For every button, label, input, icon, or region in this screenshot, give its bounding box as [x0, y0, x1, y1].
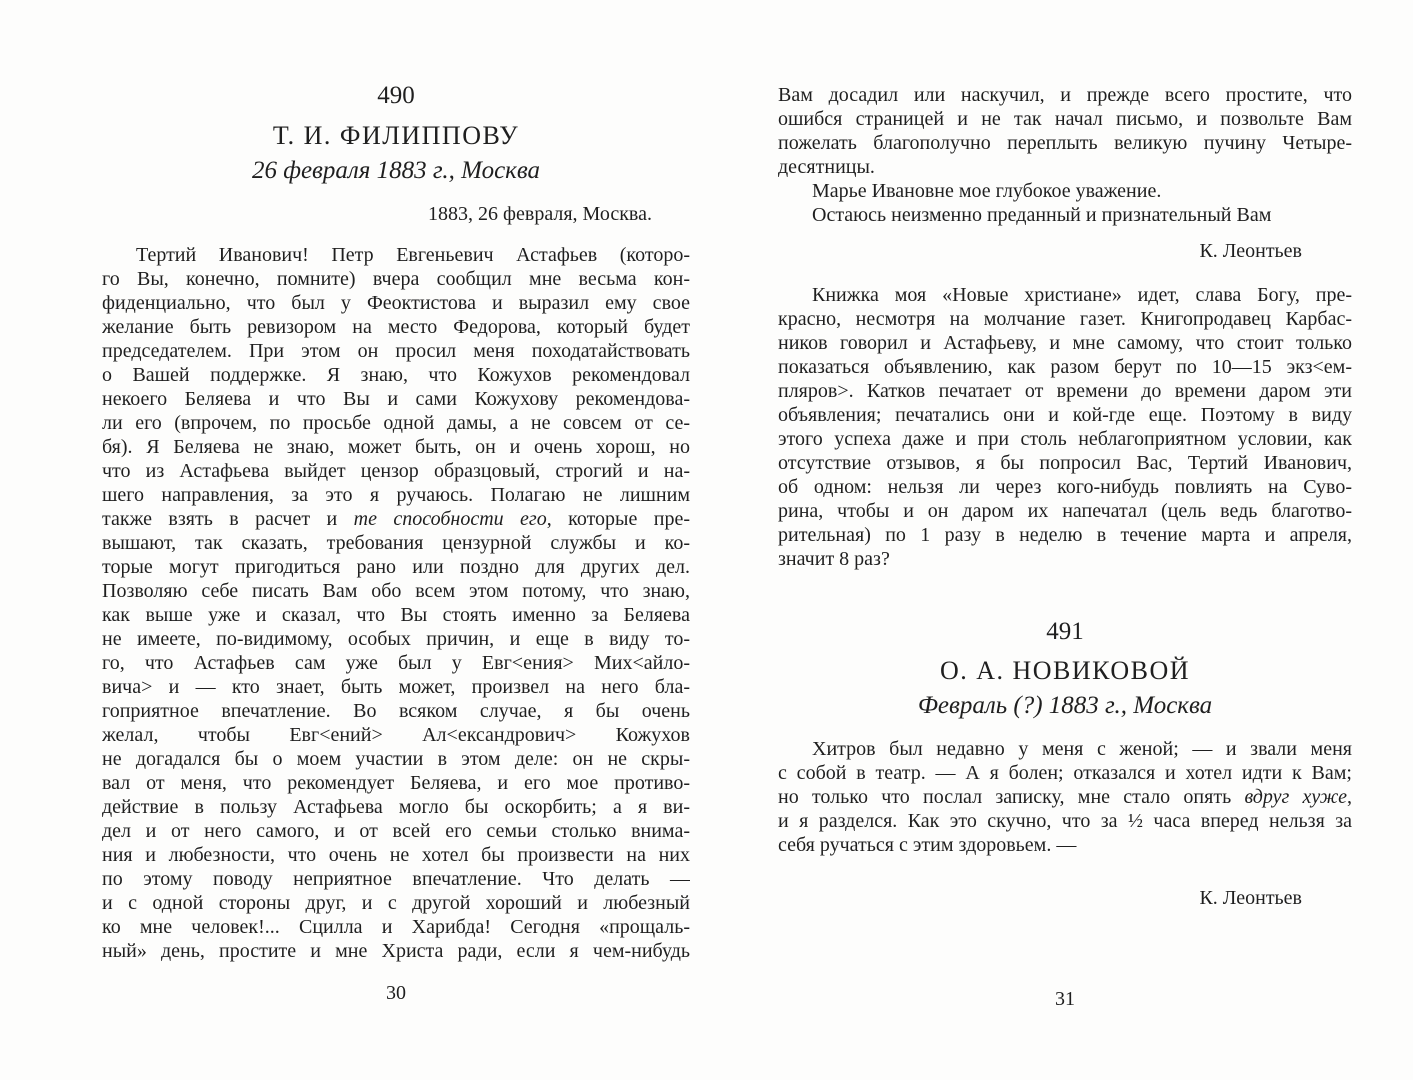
text-line: дел и от него самого, и от всей его семьи столько внима-	[102, 820, 690, 842]
page-number-right: 31	[1055, 988, 1075, 1010]
text-line: го, что Астафьев сам уже был у Евг<ения> Мих<айло-	[102, 652, 690, 674]
text-line: ли его (впрочем, по просьбе одной дамы, а не совсем от се-	[102, 412, 690, 434]
text-line: рительная) по 1 разу в неделю в течение марта и апреля,	[778, 524, 1352, 546]
letter-postscript-text	[778, 283, 1352, 571]
text-line: о Вашей поддержке. Я знаю, что Кожухов рекомендовал	[102, 364, 690, 386]
text-line: по этому поводу неприятное впечатление. Что делать —	[102, 868, 690, 890]
text-line: себя ручаться с этим здоровьем. —	[778, 834, 1077, 856]
letter-dateline: 1883, 26 февраля, Москва.	[428, 203, 652, 225]
text-line: вышают, так сказать, требования цензурной службы и ко-	[102, 532, 690, 554]
right-page	[778, 0, 1352, 1080]
letter-recipient-title: Т. И. ФИЛИППОВУ	[272, 121, 520, 150]
text-line: Книжка моя «Новые христиане» идет, слава Богу, пре-	[812, 284, 1352, 306]
text-line: ошибся страницей и не так начал письмо, и позвольте Вам	[778, 108, 1352, 130]
text-line: ния и любезности, что очень не хотел бы произвести на них	[102, 844, 690, 866]
letter-signature: К. Леонтьев	[1199, 240, 1302, 262]
text-line: шего направления, за это я ручаюсь. Полагаю не лишним	[102, 484, 690, 506]
text-line: фиденциально, что был у Феоктистова и выразил ему свое	[102, 292, 690, 314]
text-line: желание быть ревизором на место Федорова, который будет	[102, 316, 690, 338]
text-line: не догадался бы о моем участии в этом деле: он не скры-	[102, 748, 690, 770]
text-line: торые могут пригодиться рано или поздно для других дел.	[102, 556, 690, 578]
letter-number-491: 491	[1046, 618, 1084, 645]
text-line: пожелать благополучно переплыть великую пучину Четыре-	[778, 132, 1352, 154]
text-line: Остаюсь неизменно преданный и признательный Вам	[812, 204, 1272, 226]
text-line: действие в пользу Астафьева могло бы оскорбить; а я ви-	[102, 796, 690, 818]
text-line: ный» день, простите и мне Христа ради, если я чем-нибудь	[102, 940, 690, 962]
text-line: объявления; печатались они и кой-где еще. Поэтому в виду	[778, 404, 1352, 426]
text-line: го Вы, конечно, помните) вчера сообщил мне весьма кон-	[102, 268, 690, 290]
text-line: вал от меня, что рекомендует Беляева, и его мое противо-	[102, 772, 690, 794]
letter-recipient-title-2: О. А. НОВИКОВОЙ	[939, 656, 1191, 685]
text-line: Тертий Иванович! Петр Евгеньевич Астафьев (которо-	[136, 244, 690, 266]
text-line: председателем. При этом он просил меня походатайствовать	[102, 340, 690, 362]
page-number-left: 30	[386, 982, 406, 1004]
text-line: красно, несмотря на молчание газет. Книгопродавец Карбас-	[778, 308, 1352, 330]
text-line: Вам досадил или наскучил, и прежде всего простите, что	[778, 84, 1352, 106]
text-line: как выше уже и сказал, что Вы стоять именно за Беляева	[102, 604, 690, 626]
text-line: пляров>. Катков печатает от времени до времени даром эти	[778, 380, 1352, 402]
text-line: но только что послал записку, мне стало опять вдруг хуже,	[778, 786, 1352, 808]
text-line: Хитров был недавно у меня с женой; — и звали меня	[812, 738, 1352, 760]
letter-body-text	[102, 243, 690, 963]
letter-signature-2: К. Леонтьев	[1199, 887, 1302, 909]
text-line: ников говорил и Астафьеву, и мне самому, что стоит только	[778, 332, 1352, 354]
letter-number-490: 490	[377, 82, 415, 109]
text-line: бя). Я Беляева не знаю, может быть, он и очень хорош, но	[102, 436, 690, 458]
text-line: желал, чтобы Евг<ений> Ал<ександрович> Кожухов	[102, 724, 690, 746]
text-line: десятницы.	[778, 156, 875, 178]
text-line: об одном: нельзя ли через кого-нибудь повлиять на Суво-	[778, 476, 1352, 498]
text-line: не имеете, по-видимому, особых причин, и еще в виду то-	[102, 628, 690, 650]
text-line: что из Астафьева выйдет цензор образцовый, строгий и на-	[102, 460, 690, 482]
text-line: отсутствие отзывов, я бы попросил Вас, Тертий Иванович,	[778, 452, 1352, 474]
text-line: гоприятное впечатление. Во всяком случае, я бы очень	[102, 700, 690, 722]
letter-date-subtitle: 26 февраля 1883 г., Москва	[251, 157, 541, 184]
text-line: рина, чтобы и он даром их напечатал (цель ведь благотво-	[778, 500, 1352, 522]
text-line: значит 8 раз?	[778, 548, 890, 570]
text-line: также взять в расчет и те способности его, которые пре-	[102, 508, 690, 530]
text-line: с собой в театр. — А я болен; отказался и хотел идти к Вам;	[778, 762, 1352, 784]
letter-date-subtitle-2: Февраль (?) 1883 г., Москва	[917, 692, 1213, 719]
text-line: некоего Беляева и что Вы и сами Кожухову рекомендова-	[102, 388, 690, 410]
text-line: этого успеха даже и при столь неблагоприятном условии, как	[778, 428, 1352, 450]
text-line: и с одной стороны друг, и с другой хороший и любезный	[102, 892, 690, 914]
left-page	[102, 0, 690, 1080]
letter-continuation-text	[778, 83, 1352, 227]
text-line: вича> и — кто знает, быть может, произвел на него бла-	[102, 676, 690, 698]
text-line: Марье Ивановне мое глубокое уважение.	[812, 180, 1162, 202]
text-line: ко мне человек!... Сцилла и Харибда! Сегодня «прощаль-	[102, 916, 690, 938]
text-line: и я разделся. Как это скучно, что за ½ часа вперед нельзя за	[778, 810, 1352, 832]
text-line: Позволяю себе писать Вам обо всем этом потому, что знаю,	[102, 580, 690, 602]
text-line: показаться объявлению, как разом берут по 10—15 экз<ем-	[778, 356, 1352, 378]
letter-body-text-2	[778, 737, 1352, 857]
